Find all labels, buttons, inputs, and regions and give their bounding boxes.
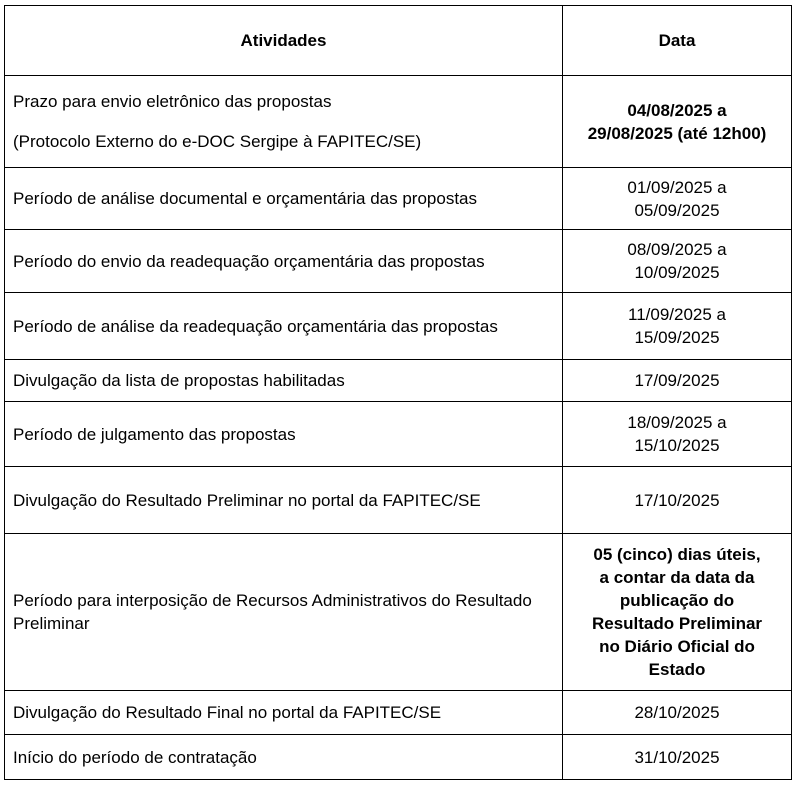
- activity-text: Prazo para envio eletrônico das propostas: [13, 92, 332, 111]
- date-cell: [563, 402, 792, 467]
- date-line: 18/09/2025 a: [627, 413, 727, 432]
- date-line: 29/08/2025 (até 12h00): [587, 123, 767, 143]
- date-line: 15/10/2025: [634, 436, 720, 455]
- date-cell: [563, 534, 792, 691]
- date-line: 15/09/2025: [634, 328, 720, 347]
- table-row: [5, 293, 792, 360]
- activity-cell: Período de análise da readequação orçamentária das propostas: [5, 293, 563, 360]
- date-line: publicação do: [619, 591, 735, 610]
- table-row: [5, 76, 792, 168]
- date-line: a contar da data da: [599, 568, 755, 587]
- table-row: [5, 735, 792, 780]
- table-row: [5, 467, 792, 534]
- date-line: 10/09/2025: [634, 263, 720, 282]
- date-line: 01/09/2025 a: [627, 177, 727, 197]
- date-line: 04/08/2025 a: [627, 100, 727, 120]
- date-cell: 17/09/2025: [563, 360, 792, 402]
- date-cell: [563, 168, 792, 230]
- activity-cell: Início do período de contratação: [5, 735, 563, 780]
- activity-cell: Período de análise documental e orçamentária das propostas: [5, 168, 563, 230]
- date-line: 05/09/2025: [634, 200, 720, 220]
- date-cell: [563, 76, 792, 168]
- table-row: [5, 691, 792, 735]
- activity-cell: Período de julgamento das propostas: [5, 402, 563, 467]
- table-header-row: [5, 6, 792, 76]
- date-cell: 17/10/2025: [563, 467, 792, 534]
- schedule-table: [4, 5, 792, 780]
- date-line: Resultado Preliminar: [591, 614, 763, 633]
- date-cell: 31/10/2025: [563, 735, 792, 780]
- table-row: [5, 360, 792, 402]
- date-line: 05 (cinco) dias úteis,: [593, 545, 761, 564]
- table-row: [5, 168, 792, 230]
- date-cell: [563, 230, 792, 293]
- activity-cell: Divulgação do Resultado Preliminar no portal da FAPITEC/SE: [5, 467, 563, 534]
- date-line: 11/09/2025 a: [628, 305, 726, 324]
- activity-cell: Divulgação da lista de propostas habilitadas: [5, 360, 563, 402]
- table-row: [5, 534, 792, 691]
- date-cell: 28/10/2025: [563, 691, 792, 735]
- date-cell: [563, 293, 792, 360]
- table-row: [5, 402, 792, 467]
- activity-note: (Protocolo Externo do e-DOC Sergipe à FAPITEC/SE): [13, 132, 422, 151]
- header-activities: Atividades: [5, 6, 563, 76]
- activity-cell: [5, 76, 563, 168]
- table-row: [5, 230, 792, 293]
- header-date: Data: [563, 6, 792, 76]
- activity-cell: Período do envio da readequação orçamentária das propostas: [5, 230, 563, 293]
- activity-cell: Divulgação do Resultado Final no portal da FAPITEC/SE: [5, 691, 563, 735]
- date-line: Estado: [648, 660, 706, 679]
- date-line: no Diário Oficial do: [599, 637, 755, 656]
- date-line: 08/09/2025 a: [627, 240, 727, 259]
- activity-cell: Período para interposição de Recursos Administrativos do Resultado Preliminar: [5, 534, 563, 691]
